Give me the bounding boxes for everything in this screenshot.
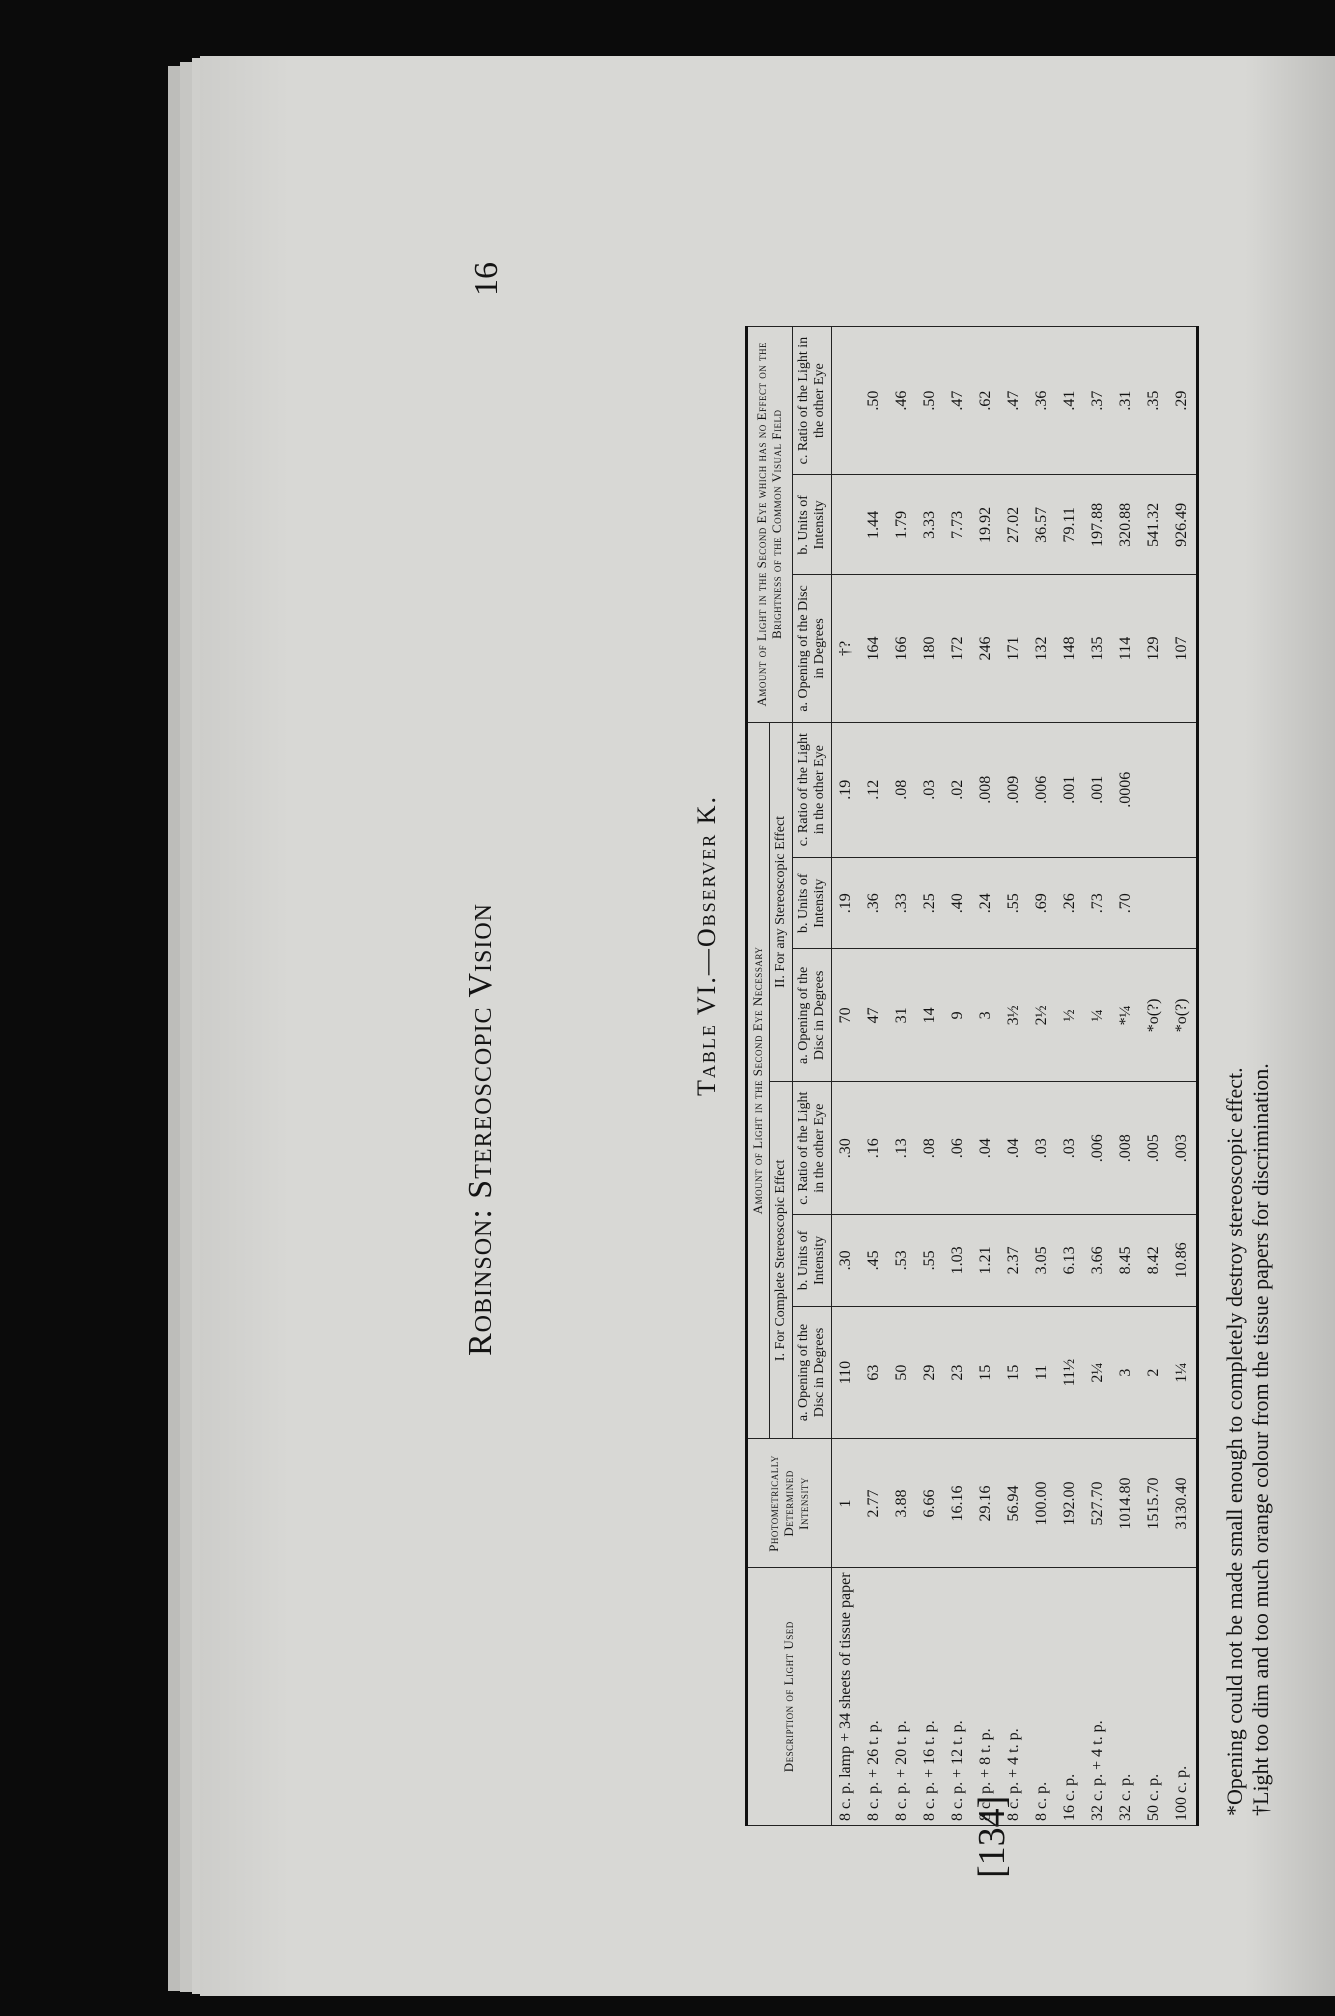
- cell-ii-opening: 3½: [1000, 949, 1028, 1082]
- cell-ii-opening: ½: [1056, 949, 1084, 1082]
- table-row: [972, 327, 1000, 1826]
- cell-intensity: 3130.40: [1168, 1439, 1198, 1568]
- cell-intensity: 1515.70: [1140, 1439, 1168, 1568]
- cell-i-ratio: .30: [832, 1082, 861, 1215]
- cell-ii-units: .70: [1112, 857, 1140, 949]
- cell-n-units: 3.33: [916, 475, 944, 575]
- cell-ii-units: .26: [1056, 857, 1084, 949]
- cell-i-ratio: .04: [972, 1082, 1000, 1215]
- cell-n-units: [832, 475, 861, 575]
- cell-n-units: 320.88: [1112, 475, 1140, 575]
- cell-ii-opening: 70: [832, 949, 861, 1082]
- cell-n-units: 7.73: [944, 475, 972, 575]
- cell-ii-units: .19: [832, 857, 861, 949]
- table-row: [1028, 327, 1056, 1826]
- cell-description: 8 c. p. + 16 t. p.: [916, 1568, 944, 1826]
- cell-ii-ratio: .19: [832, 722, 861, 857]
- cell-i-opening: 23: [944, 1306, 972, 1439]
- header-col-a: a. Opening of the Disc in Degrees: [793, 1306, 832, 1439]
- cell-ii-opening: 47: [860, 949, 888, 1082]
- cell-n-opening: 148: [1056, 575, 1084, 722]
- cell-i-ratio: .005: [1140, 1082, 1168, 1215]
- cell-description: 8 c. p. + 20 t. p.: [888, 1568, 916, 1826]
- cell-i-units: .55: [916, 1215, 944, 1307]
- cell-i-units: 2.37: [1000, 1215, 1028, 1307]
- cell-n-ratio: .50: [916, 327, 944, 475]
- cell-ii-opening: 14: [916, 949, 944, 1082]
- header-amount-second-eye: Amount of Light in the Second Eye Necessary: [747, 722, 770, 1439]
- footnote-star: *Opening could not be made small enough to completely destroy stereoscopic effect.: [1222, 1067, 1247, 1816]
- cell-ii-ratio: [1168, 722, 1198, 857]
- cell-n-units: 926.49: [1168, 475, 1198, 575]
- cell-description: 8 c. p. lamp + 34 sheets of tissue paper: [832, 1568, 861, 1826]
- cell-i-opening: 15: [1000, 1306, 1028, 1439]
- cell-n-ratio: .37: [1084, 327, 1112, 475]
- cell-n-ratio: .50: [860, 327, 888, 475]
- cell-ii-units: .36: [860, 857, 888, 949]
- cell-n-units: 19.92: [972, 475, 1000, 575]
- cell-intensity: 2.77: [860, 1439, 888, 1568]
- header-col-c: c. Ratio of the Light in the other Eye: [793, 327, 832, 475]
- running-header: Robinson: Stereoscopic Vision: [462, 903, 499, 1356]
- rotated-page-content: [200, 116, 1335, 1996]
- header-group-1: I. For Complete Stereoscopic Effect: [769, 1082, 792, 1439]
- cell-i-ratio: .003: [1168, 1082, 1198, 1215]
- cell-description: 8 c. p. + 12 t. p.: [944, 1568, 972, 1826]
- cell-i-ratio: .008: [1112, 1082, 1140, 1215]
- table-row: [888, 327, 916, 1826]
- cell-ii-units: [1140, 857, 1168, 949]
- cell-n-opening: 135: [1084, 575, 1112, 722]
- header-description: Description of Light Used: [747, 1568, 832, 1826]
- cell-description: 100 c. p.: [1168, 1568, 1198, 1826]
- plate-number: [134]: [971, 1795, 1013, 1878]
- table-row: [1084, 327, 1112, 1826]
- cell-ii-units: [1168, 857, 1198, 949]
- table-row: [1056, 327, 1084, 1826]
- table-row: [1112, 327, 1140, 1826]
- cell-description: 8 c. p. + 4 t. p.: [1000, 1568, 1028, 1826]
- cell-i-ratio: .006: [1084, 1082, 1112, 1215]
- cell-ii-ratio: [1140, 722, 1168, 857]
- cell-i-ratio: .04: [1000, 1082, 1028, 1215]
- header-col-c: c. Ratio of the Light in the other Eye: [793, 722, 832, 857]
- cell-i-opening: 3: [1112, 1306, 1140, 1439]
- table-row: [860, 327, 888, 1826]
- cell-i-units: 6.13: [1056, 1215, 1084, 1307]
- cell-description: 32 c. p. + 4 t. p.: [1084, 1568, 1112, 1826]
- cell-intensity: 3.88: [888, 1439, 916, 1568]
- header-group-2: II. For any Stereoscopic Effect: [769, 722, 792, 1082]
- table-title: Table VI.—Observer K.: [692, 795, 721, 1096]
- cell-n-ratio: .46: [888, 327, 916, 475]
- cell-n-ratio: .31: [1112, 327, 1140, 475]
- cell-n-ratio: .62: [972, 327, 1000, 475]
- cell-ii-opening: *¼: [1112, 949, 1140, 1082]
- cell-n-ratio: [832, 327, 861, 475]
- cell-intensity: 56.94: [1000, 1439, 1028, 1568]
- cell-ii-ratio: .001: [1056, 722, 1084, 857]
- cell-description: 8 c. p. + 8 t. p.: [972, 1568, 1000, 1826]
- header-col-b: b. Units of Intensity: [793, 475, 832, 575]
- cell-ii-opening: *o(?): [1168, 949, 1198, 1082]
- cell-n-ratio: .47: [1000, 327, 1028, 475]
- cell-ii-opening: 31: [888, 949, 916, 1082]
- cell-n-opening: 132: [1028, 575, 1056, 722]
- cell-ii-opening: ¼: [1084, 949, 1112, 1082]
- book-page: [200, 56, 1335, 1996]
- cell-ii-units: .55: [1000, 857, 1028, 949]
- cell-n-ratio: .47: [944, 327, 972, 475]
- cell-description: 50 c. p.: [1140, 1568, 1168, 1826]
- cell-intensity: 29.16: [972, 1439, 1000, 1568]
- cell-ii-opening: 2½: [1028, 949, 1056, 1082]
- cell-description: 32 c. p.: [1112, 1568, 1140, 1826]
- cell-description: 16 c. p.: [1056, 1568, 1084, 1826]
- cell-intensity: 1: [832, 1439, 861, 1568]
- cell-n-opening: 164: [860, 575, 888, 722]
- cell-ii-units: .25: [916, 857, 944, 949]
- cell-i-units: 10.86: [1168, 1215, 1198, 1307]
- cell-intensity: 1014.80: [1112, 1439, 1140, 1568]
- cell-n-units: 1.79: [888, 475, 916, 575]
- cell-i-units: 1.21: [972, 1215, 1000, 1307]
- page-number: 16: [468, 262, 505, 296]
- cell-i-ratio: .13: [888, 1082, 916, 1215]
- header-col-a: a. Opening of the Disc in Degrees: [793, 949, 832, 1082]
- cell-n-units: 79.11: [1056, 475, 1084, 575]
- cell-ii-ratio: .009: [1000, 722, 1028, 857]
- cell-n-units: 36.57: [1028, 475, 1056, 575]
- cell-n-units: 27.02: [1000, 475, 1028, 575]
- cell-n-opening: 114: [1112, 575, 1140, 722]
- cell-i-ratio: .03: [1028, 1082, 1056, 1215]
- cell-ii-opening: *o(?): [1140, 949, 1168, 1082]
- header-amount-no-effect: Amount of Light in the Second Eye which has no Effect on the Brightness of the Common Visual Field: [747, 327, 793, 723]
- cell-ii-ratio: .008: [972, 722, 1000, 857]
- cell-i-units: 3.66: [1084, 1215, 1112, 1307]
- cell-ii-ratio: .12: [860, 722, 888, 857]
- cell-n-units: 197.88: [1084, 475, 1112, 575]
- cell-n-opening: 180: [916, 575, 944, 722]
- header-col-a: a. Opening of the Disc in Degrees: [793, 575, 832, 722]
- cell-n-units: 541.32: [1140, 475, 1168, 575]
- table-row: [1168, 327, 1198, 1826]
- cell-ii-ratio: .03: [916, 722, 944, 857]
- cell-i-units: 8.42: [1140, 1215, 1168, 1307]
- cell-i-opening: 1¼: [1168, 1306, 1198, 1439]
- cell-i-units: 8.45: [1112, 1215, 1140, 1307]
- cell-i-units: .45: [860, 1215, 888, 1307]
- header-photometric: Photometrically Determined Intensity: [747, 1439, 832, 1568]
- cell-intensity: 527.70: [1084, 1439, 1112, 1568]
- cell-ii-opening: 9: [944, 949, 972, 1082]
- cell-ii-ratio: .02: [944, 722, 972, 857]
- table-row: [1000, 327, 1028, 1826]
- cell-n-ratio: .35: [1140, 327, 1168, 475]
- table-row: [944, 327, 972, 1826]
- header-col-b: b. Units of Intensity: [793, 857, 832, 949]
- table-row: [832, 327, 861, 1826]
- cell-ii-opening: 3: [972, 949, 1000, 1082]
- cell-n-ratio: .29: [1168, 327, 1198, 475]
- cell-n-opening: 129: [1140, 575, 1168, 722]
- cell-ii-units: .24: [972, 857, 1000, 949]
- cell-i-opening: 63: [860, 1306, 888, 1439]
- cell-ii-ratio: .0006: [1112, 722, 1140, 857]
- cell-n-opening: 246: [972, 575, 1000, 722]
- footnote-dagger: †Light too dim and too much orange colour from the tissue papers for discrimination.: [1248, 1063, 1273, 1816]
- cell-ii-ratio: .08: [888, 722, 916, 857]
- cell-i-ratio: .06: [944, 1082, 972, 1215]
- cell-n-units: 1.44: [860, 475, 888, 575]
- data-table: [745, 326, 1199, 1826]
- cell-n-opening: 171: [1000, 575, 1028, 722]
- cell-i-opening: 11½: [1056, 1306, 1084, 1439]
- cell-ii-units: .73: [1084, 857, 1112, 949]
- cell-intensity: 6.66: [916, 1439, 944, 1568]
- cell-ii-ratio: .006: [1028, 722, 1056, 857]
- cell-i-opening: 50: [888, 1306, 916, 1439]
- table-row: [1140, 327, 1168, 1826]
- table-row: [916, 327, 944, 1826]
- cell-description: 8 c. p. + 26 t. p.: [860, 1568, 888, 1826]
- cell-n-opening: 166: [888, 575, 916, 722]
- cell-i-opening: 110: [832, 1306, 861, 1439]
- cell-n-ratio: .36: [1028, 327, 1056, 475]
- header-col-c: c. Ratio of the Light in the other Eye: [793, 1082, 832, 1215]
- cell-i-opening: 29: [916, 1306, 944, 1439]
- cell-i-ratio: .03: [1056, 1082, 1084, 1215]
- cell-ii-units: .40: [944, 857, 972, 949]
- cell-i-units: .30: [832, 1215, 861, 1307]
- cell-i-opening: 2: [1140, 1306, 1168, 1439]
- cell-i-ratio: .16: [860, 1082, 888, 1215]
- cell-intensity: 100.00: [1028, 1439, 1056, 1568]
- cell-n-ratio: .41: [1056, 327, 1084, 475]
- cell-description: 8 c. p.: [1028, 1568, 1056, 1826]
- cell-ii-ratio: .001: [1084, 722, 1112, 857]
- cell-intensity: 192.00: [1056, 1439, 1084, 1568]
- cell-ii-units: .33: [888, 857, 916, 949]
- cell-intensity: 16.16: [944, 1439, 972, 1568]
- header-col-b: b. Units of Intensity: [793, 1215, 832, 1307]
- cell-i-opening: 2¼: [1084, 1306, 1112, 1439]
- cell-n-opening: †?: [832, 575, 861, 722]
- cell-i-units: .53: [888, 1215, 916, 1307]
- cell-i-units: 1.03: [944, 1215, 972, 1307]
- cell-i-ratio: .08: [916, 1082, 944, 1215]
- cell-n-opening: 107: [1168, 575, 1198, 722]
- cell-n-opening: 172: [944, 575, 972, 722]
- cell-ii-units: .69: [1028, 857, 1056, 949]
- cell-i-opening: 15: [972, 1306, 1000, 1439]
- cell-i-units: 3.05: [1028, 1215, 1056, 1307]
- cell-i-opening: 11: [1028, 1306, 1056, 1439]
